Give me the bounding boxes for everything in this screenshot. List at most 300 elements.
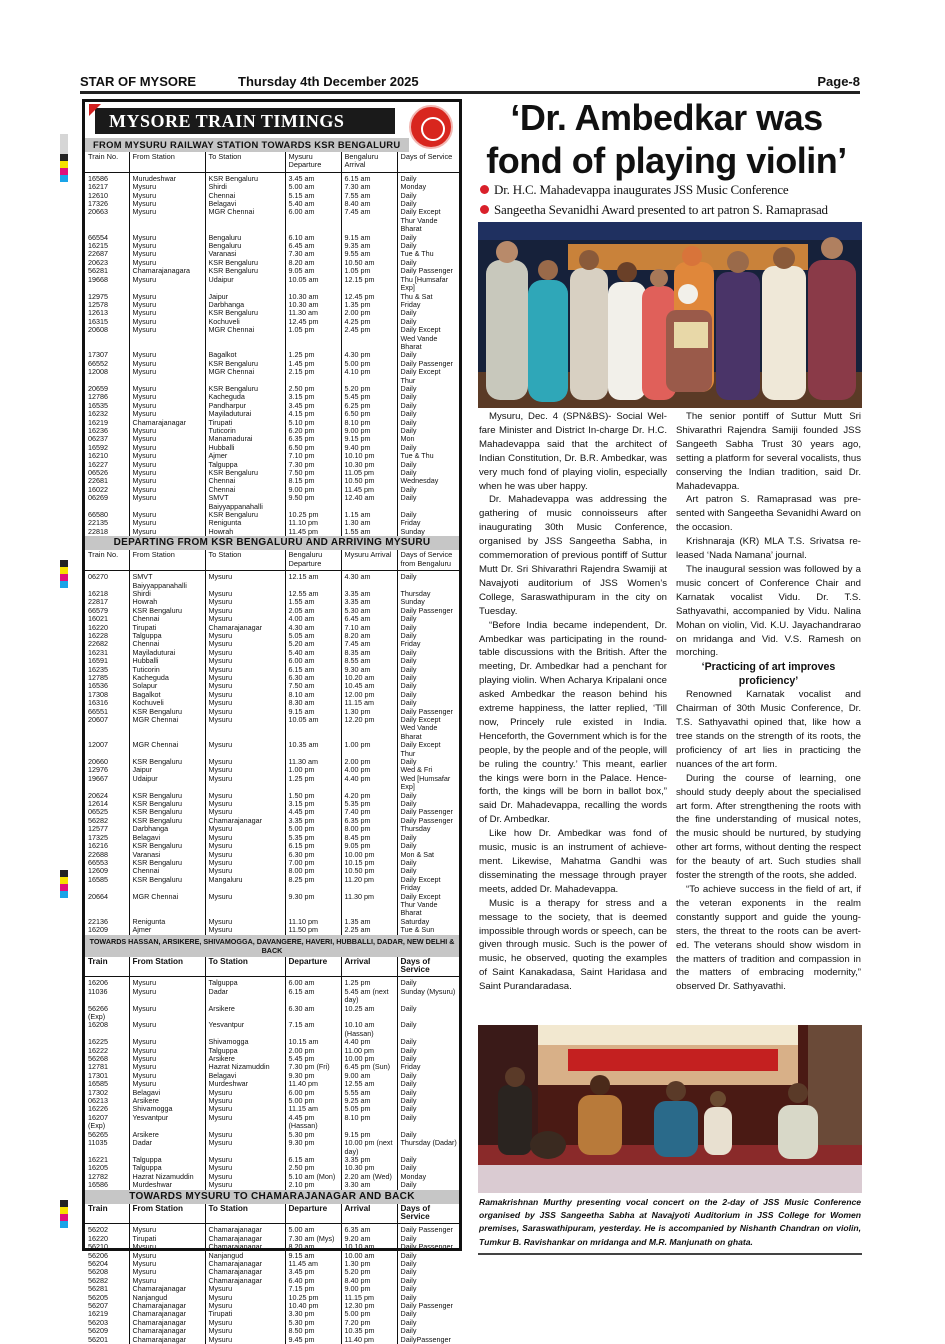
train-number: 20608 xyxy=(88,325,108,335)
days-of-service: Mon & Sat xyxy=(397,851,459,859)
from-station: Mysuru xyxy=(129,192,205,200)
from-station: Ajmer xyxy=(129,926,205,934)
departure-time: 8.10 am xyxy=(285,691,341,699)
days-of-service: Daily xyxy=(397,511,459,519)
departure-time: 3.45 pm xyxy=(285,402,341,410)
to-station: Mysuru xyxy=(205,1285,285,1293)
train-number: 19667 xyxy=(88,773,108,783)
to-station: Mysuru xyxy=(205,741,285,758)
departure-time: 8.25 pm xyxy=(285,876,341,893)
arrival-time: 6.45 am xyxy=(341,615,397,623)
from-station: Jaipur xyxy=(129,766,205,774)
to-station: Mysuru xyxy=(205,851,285,859)
from-station: Mysuru xyxy=(129,1021,205,1038)
days-of-service: Daily xyxy=(397,859,459,867)
train-timings-panel xyxy=(82,99,462,1344)
from-station: Shirdi xyxy=(129,590,205,598)
days-of-service: Daily xyxy=(397,1156,459,1164)
to-station: Varanasi xyxy=(205,250,285,258)
from-station: Mysuru xyxy=(129,1063,205,1071)
header-rule xyxy=(80,91,860,94)
train-number: 06237 xyxy=(88,434,108,444)
arrival-time: 8.10 pm xyxy=(341,1114,397,1131)
train-number: 06526 xyxy=(88,468,108,478)
article-paragraph: During the course of learning, one should study deeply about the specialised art form. After strengthening the roots with the fine understanding of musical notes, the music should be nurtured, by studying other art forms, without denting the respect for the beauty of art. Such studies shall foster the strength of the roots, she added. xyxy=(676,772,861,882)
train-number: 16232 xyxy=(88,409,108,419)
from-station: Mysuru xyxy=(129,486,205,494)
to-station: Bagalkot xyxy=(205,351,285,359)
from-station: Mysuru xyxy=(129,477,205,485)
departure-time: 6.15 pm xyxy=(285,842,341,850)
departure-time: 2.10 pm xyxy=(285,1181,341,1189)
departure-time: 6.00 am xyxy=(285,208,341,233)
arrival-time: 12.45 pm xyxy=(341,293,397,301)
from-station: Mysuru xyxy=(129,1224,205,1235)
section-heading-bengaluru-to-mysuru: DEPARTING FROM KSR BENGALURU AND ARRIVING MYSURU xyxy=(85,536,459,550)
to-station: Mysuru xyxy=(205,808,285,816)
days-of-service: Daily xyxy=(397,444,459,452)
from-station: Chennai xyxy=(129,615,205,623)
departure-time: 6.50 pm xyxy=(285,444,341,452)
from-station: Mysuru xyxy=(129,293,205,301)
to-station: Mysuru xyxy=(205,598,285,606)
arrival-time: 6.50 pm xyxy=(341,410,397,418)
from-station: Mysuru xyxy=(129,494,205,511)
to-station: Mysuru xyxy=(205,1131,285,1139)
article-paragraph: Art patron S. Ramaprasad was presented with Sangeetha Sevanidhi Award on the occasion. xyxy=(676,494,861,534)
from-station: SMVT Baiyyappanahalli xyxy=(129,571,205,590)
departure-time: 3.45 pm xyxy=(285,1268,341,1276)
departure-time: 2.15 pm xyxy=(285,368,341,385)
departure-time: 1.45 pm xyxy=(285,360,341,368)
from-station: Chamarajanagar xyxy=(129,419,205,427)
timetable-mysuru-to-bengaluru xyxy=(85,152,459,536)
to-station: Mangaluru xyxy=(205,876,285,893)
arrival-time: 4.20 pm xyxy=(341,792,397,800)
to-station: Chamarajanagar xyxy=(205,817,285,825)
to-station: Shirdi xyxy=(205,183,285,191)
arrival-time: 1.30 pm xyxy=(341,1260,397,1268)
from-station: Mysuru xyxy=(129,393,205,401)
departure-time: 9.30 pm xyxy=(285,1139,341,1156)
arrival-time: 10.15 pm xyxy=(341,859,397,867)
from-station: Tuticorin xyxy=(129,666,205,674)
arrival-time: 5.00 pm xyxy=(341,1310,397,1318)
days-of-service: Daily xyxy=(397,1097,459,1105)
from-station: Mysuru xyxy=(129,242,205,250)
departure-time: 12.15 am xyxy=(285,571,341,590)
table-row xyxy=(85,528,459,536)
from-station: Mysuru xyxy=(129,519,205,527)
arrival-time: 9.25 am xyxy=(341,1097,397,1105)
article-paragraph: The senior pontiff of Suttur Mutt Sri Shivarathri Rajendra Samiji founded JSS Sangeeth Sabha Trust 30 years ago, setting a platform for several vocalists, thus conserving the Indian tradition, said Dr. Mahadevappa. xyxy=(676,411,861,492)
to-station: Arsikere xyxy=(205,1005,285,1022)
from-station: Chamarajanagar xyxy=(129,1310,205,1318)
panel-title: MYSORE TRAIN TIMINGS xyxy=(95,108,395,134)
days-of-service: Tue & Thu xyxy=(397,250,459,258)
table-row xyxy=(85,876,459,893)
from-station: Mysuru xyxy=(129,1260,205,1268)
days-of-service: Sunday xyxy=(397,528,459,536)
arrival-time: 1.55 am xyxy=(341,528,397,536)
to-station: Mysuru xyxy=(205,792,285,800)
departure-time: 3.15 pm xyxy=(285,393,341,401)
train-number: 16536 xyxy=(88,681,108,691)
arrival-time: 5.35 pm xyxy=(341,800,397,808)
to-station: Mysuru xyxy=(205,1302,285,1310)
departure-time: 6.30 pm xyxy=(285,851,341,859)
to-station: Hubballi xyxy=(205,444,285,452)
to-station: Mysuru xyxy=(205,926,285,934)
from-station: Mysuru xyxy=(129,1252,205,1260)
days-of-service: Daily xyxy=(397,192,459,200)
arrival-time: 8.40 pm xyxy=(341,1277,397,1285)
arrival-time: 3.35 am xyxy=(341,590,397,598)
days-of-service: Daily xyxy=(397,1252,459,1260)
days-of-service: Wed & Fri xyxy=(397,766,459,774)
column-header: From Station xyxy=(129,1204,205,1224)
arrival-time: 1.30 am xyxy=(341,519,397,527)
concert-photo xyxy=(478,1025,862,1193)
article-paragraph: Music is a therapy for stress and a message to the society, that is deemed impossible through words or speech, can be given through music. Such is the power of music, he observed, quoting the examples of Saint Kanakadasa, Saint Haridasa and Saint Purandaradasa. xyxy=(479,897,667,993)
arrival-time: 11.30 pm xyxy=(341,893,397,918)
departure-time: 4.15 pm xyxy=(285,410,341,418)
to-station: Mysuru xyxy=(205,666,285,674)
table-row xyxy=(85,988,459,1005)
to-station: Mysuru xyxy=(205,1156,285,1164)
train-number: 16222 xyxy=(88,1045,108,1055)
arrival-time: 12.20 pm xyxy=(341,716,397,741)
from-station: Nanjangud xyxy=(129,1294,205,1302)
to-station: Mysuru xyxy=(205,1089,285,1097)
to-station: Mysuru xyxy=(205,699,285,707)
arrival-time: 7.45 am xyxy=(341,640,397,648)
arrival-time: 3.30 am xyxy=(341,1181,397,1189)
caption-rule xyxy=(478,1253,862,1255)
arrival-time: 2.25 am xyxy=(341,926,397,934)
train-number: 12785 xyxy=(88,672,108,682)
departure-time: 6.30 am xyxy=(285,1005,341,1022)
days-of-service: Daily xyxy=(397,666,459,674)
departure-time: 2.50 pm xyxy=(285,1164,341,1172)
train-number: 16535 xyxy=(88,400,108,410)
arrival-time: 12.55 am xyxy=(341,1080,397,1088)
from-station: Udaipur xyxy=(129,775,205,792)
train-number: 06213 xyxy=(88,1096,108,1106)
column-header: From Station xyxy=(129,152,205,172)
column-header: Departure xyxy=(285,1204,341,1224)
days-of-service: Daily xyxy=(397,649,459,657)
train-number: 06525 xyxy=(88,807,108,817)
train-number: 16217 xyxy=(88,182,108,192)
article-highlights xyxy=(478,180,868,220)
departure-time: 3.45 am xyxy=(285,172,341,183)
to-station: Mysuru xyxy=(205,640,285,648)
to-station: Talguppa xyxy=(205,1047,285,1055)
departure-time: 10.30 am xyxy=(285,301,341,309)
train-number: 12614 xyxy=(88,799,108,809)
train-number: 16585 xyxy=(88,874,108,884)
table-row xyxy=(85,1005,459,1022)
column-header: Days of Service xyxy=(397,957,459,977)
from-station: Darbhanga xyxy=(129,825,205,833)
train-number: 06269 xyxy=(88,493,108,503)
from-station: Mysuru xyxy=(129,1047,205,1055)
train-number: 56206 xyxy=(88,1250,108,1260)
train-number: 20660 xyxy=(88,757,108,767)
from-station: KSR Bengaluru xyxy=(129,708,205,716)
days-of-service: Daily xyxy=(397,1294,459,1302)
departure-time: 5.10 pm xyxy=(285,419,341,427)
arrival-time: 5.55 am xyxy=(341,1089,397,1097)
departure-time: 11.50 pm xyxy=(285,926,341,934)
days-of-service: Daily Passenger xyxy=(397,817,459,825)
departure-time: 6.15 am xyxy=(285,666,341,674)
from-station: Mysuru xyxy=(129,461,205,469)
train-number: 12976 xyxy=(88,765,108,775)
departure-time: 5.30 pm xyxy=(285,1319,341,1327)
departure-time: 5.10 am (Mon) xyxy=(285,1173,341,1181)
to-station: Chennai xyxy=(205,477,285,485)
arrival-time: 7.40 pm xyxy=(341,808,397,816)
from-station: Chennai xyxy=(129,867,205,875)
section-heading-chamarajanagar-route: TOWARDS MYSURU TO CHAMARAJANAGAR AND BACK xyxy=(85,1190,459,1204)
to-station: SMVT Baiyyappanahalli xyxy=(205,494,285,511)
arrival-time: 5.45 am (next day) xyxy=(341,988,397,1005)
to-station: Mysuru xyxy=(205,682,285,690)
from-station: Mysuru xyxy=(129,351,205,359)
to-station: KSR Bengaluru xyxy=(205,309,285,317)
train-number: 22135 xyxy=(88,518,108,528)
train-number: 16205 xyxy=(88,1163,108,1173)
to-station: KSR Bengaluru xyxy=(205,259,285,267)
departure-time: 5.40 am xyxy=(285,649,341,657)
from-station: Belagavi xyxy=(129,834,205,842)
arrival-time: 4.30 am xyxy=(341,571,397,590)
to-station: Tirupati xyxy=(205,419,285,427)
table-row xyxy=(85,893,459,918)
to-station: Tuticorin xyxy=(205,427,285,435)
from-station: Varanasi xyxy=(129,851,205,859)
column-header: Arrival xyxy=(341,1204,397,1224)
departure-time: 5.00 am xyxy=(285,183,341,191)
days-of-service: Friday xyxy=(397,640,459,648)
column-header: Bengaluru Arrival xyxy=(341,152,397,172)
days-of-service: Daily xyxy=(397,624,459,632)
departure-time: 4.45 pm xyxy=(285,808,341,816)
arrival-time: 1.25 pm xyxy=(341,977,397,988)
to-station: Mysuru xyxy=(205,859,285,867)
departure-time: 1.55 am xyxy=(285,598,341,606)
train-number: 16220 xyxy=(88,1233,108,1243)
arrival-time: 6.25 pm xyxy=(341,402,397,410)
departure-time: 6.10 am xyxy=(285,234,341,242)
days-of-service: Thursday xyxy=(397,825,459,833)
headline-line-1: ‘Dr. Ambedkar was xyxy=(510,97,823,138)
arrival-time: 10.35 pm xyxy=(341,1327,397,1335)
days-of-service: Friday xyxy=(397,1063,459,1071)
departure-time: 6.00 pm xyxy=(285,1089,341,1097)
departure-time: 1.25 pm xyxy=(285,351,341,359)
to-station: Chamarajanagar xyxy=(205,1224,285,1235)
days-of-service: Daily Except Friday xyxy=(397,876,459,893)
arrival-time: 1.00 pm xyxy=(341,741,397,758)
departure-time: 7.00 pm xyxy=(285,859,341,867)
section-heading-mysuru-to-bengaluru: FROM MYSURU RAILWAY STATION TOWARDS KSR BENGALURU xyxy=(85,138,409,152)
days-of-service: Daily xyxy=(397,792,459,800)
arrival-time: 6.15 am xyxy=(341,172,397,183)
arrival-time: 4.25 pm xyxy=(341,318,397,326)
to-station: KSR Bengaluru xyxy=(205,511,285,519)
from-station: Mysuru xyxy=(129,452,205,460)
days-of-service: Saturday xyxy=(397,918,459,926)
column-header: Days of Service xyxy=(397,152,459,172)
from-station: Mysuru xyxy=(129,368,205,385)
days-of-service: Daily xyxy=(397,1072,459,1080)
days-of-service: Daily xyxy=(397,1080,459,1088)
train-number: 12008 xyxy=(88,367,108,377)
train-number: 56282 xyxy=(88,1275,108,1285)
headline-line-2: fond of playing violin’ xyxy=(486,140,847,181)
days-of-service: Daily Except Wed Vande Bharat xyxy=(397,326,459,351)
departure-time: 6.00 am xyxy=(285,657,341,665)
train-number: 16592 xyxy=(88,442,108,452)
arrival-time: 8.55 am xyxy=(341,657,397,665)
article-paragraph: “Before India became independent, Dr. Ambedkar was participating in the round-table discussions with the British. After the meeting, Dr. Ambedkar had a penchant for playing violin. When Acharya Kripalani once asked Ambedkar the reason behind his extreme happiness, the latter replied, ‘Till now, Princely rule existed in India. Henceforth, the Government which is for the people, by the people and of the people, will be ruling the country.’ This meant, earlier the kings were born in the Palace. Henceforth, the kings will be born in ballot box,” said Dr. Mahadevappa, recalling the words of Dr. Ambedkar. xyxy=(479,619,667,826)
to-station: Mysuru xyxy=(205,632,285,640)
from-station: Kochuveli xyxy=(129,699,205,707)
days-of-service: Daily Except Thur Vande Bharat xyxy=(397,208,459,233)
from-station: Mysuru xyxy=(129,1243,205,1251)
to-station: Dadar xyxy=(205,988,285,1005)
to-station: Mysuru xyxy=(205,867,285,875)
table-row xyxy=(85,741,459,758)
panel-header xyxy=(85,102,459,138)
arrival-time: 9.05 pm xyxy=(341,842,397,850)
to-station: Mysuru xyxy=(205,615,285,623)
arrival-time: 5.20 pm xyxy=(341,1268,397,1276)
train-number: 19668 xyxy=(88,274,108,284)
days-of-service: Daily xyxy=(397,309,459,317)
from-station: Mysuru xyxy=(129,259,205,267)
from-station: Mysuru xyxy=(129,977,205,988)
arrival-time: 10.00 am xyxy=(341,1252,397,1260)
days-of-service: Daily xyxy=(397,842,459,850)
to-station: Mysuru xyxy=(205,674,285,682)
days-of-service: Daily xyxy=(397,1285,459,1293)
train-number: 16208 xyxy=(88,1020,108,1030)
train-number: 20664 xyxy=(88,891,108,901)
days-of-service: Daily Except Thur xyxy=(397,741,459,758)
days-of-service: Daily Passenger xyxy=(397,1224,459,1235)
from-station: Talguppa xyxy=(129,632,205,640)
arrival-time: 8.40 am xyxy=(341,200,397,208)
arrival-time: 7.20 pm xyxy=(341,1319,397,1327)
train-number: 22688 xyxy=(88,849,108,859)
days-of-service: Daily xyxy=(397,1105,459,1113)
photo-caption: Ramakrishnan Murthy presenting vocal concert on the 2-day of JSS Music Conference organised by JSS Sangeetha Sabha at Navajyoti Auditorium in JSS College for Women premises, Saraswathipuram, yesterday. He is accompanied by Nishanth Chandran on violin, Tumkur B. Ravishankar on mridanga and M.R. Manjunath on ghata. xyxy=(479,1197,861,1247)
days-of-service: Daily xyxy=(397,632,459,640)
from-station: Mysuru xyxy=(129,360,205,368)
days-of-service: Daily xyxy=(397,1055,459,1063)
departure-time: 5.35 pm xyxy=(285,834,341,842)
days-of-service: Daily xyxy=(397,318,459,326)
timetable-hassan-route xyxy=(85,957,459,1190)
train-number: 16219 xyxy=(88,1309,108,1319)
arrival-time: 12.15 pm xyxy=(341,276,397,293)
departure-time: 6.35 pm xyxy=(285,435,341,443)
to-station: Yesvantpur xyxy=(205,1021,285,1038)
days-of-service: Daily Except Wed Vande Bharat xyxy=(397,716,459,741)
days-of-service: Wed [Humsafar Exp] xyxy=(397,775,459,792)
departure-time: 10.15 am xyxy=(285,1038,341,1046)
days-of-service: Daily xyxy=(397,1164,459,1172)
from-station: Chamarajanagar xyxy=(129,1302,205,1310)
days-of-service: Daily xyxy=(397,1005,459,1022)
column-header: Bengaluru Departure xyxy=(285,550,341,570)
from-station: Tirupati xyxy=(129,1235,205,1243)
days-of-service: Daily xyxy=(397,172,459,183)
departure-time: 7.10 pm xyxy=(285,452,341,460)
arrival-time: 9.55 am xyxy=(341,250,397,258)
to-station: Mysuru xyxy=(205,1319,285,1327)
to-station: Mysuru xyxy=(205,691,285,699)
to-station: Renigunta xyxy=(205,519,285,527)
departure-time: 5.00 am xyxy=(285,1224,341,1235)
from-station: Mysuru xyxy=(129,1277,205,1285)
arrival-time: 5.00 pm xyxy=(341,360,397,368)
from-station: KSR Bengaluru xyxy=(129,792,205,800)
to-station: Mysuru xyxy=(205,842,285,850)
train-number: 56204 xyxy=(88,1258,108,1268)
days-of-service: Wednesday xyxy=(397,477,459,485)
departure-time: 8.20 am xyxy=(285,1243,341,1251)
departure-time: 8.50 pm xyxy=(285,1327,341,1335)
to-station: Mysuru xyxy=(205,1139,285,1156)
days-of-service: Daily Passenger xyxy=(397,1243,459,1251)
article-headline xyxy=(470,96,863,182)
column-header: To Station xyxy=(205,550,285,570)
from-station: KSR Bengaluru xyxy=(129,800,205,808)
train-number: 22817 xyxy=(88,597,108,607)
days-of-service: Daily xyxy=(397,834,459,842)
award-ceremony-photo xyxy=(478,222,862,408)
to-station: Bengaluru xyxy=(205,242,285,250)
departure-time: 9.30 pm xyxy=(285,1072,341,1080)
train-number: 56265 xyxy=(88,1129,108,1139)
from-station: KSR Bengaluru xyxy=(129,808,205,816)
days-of-service: Daily Passenger xyxy=(397,1302,459,1310)
arrival-time: 4.30 pm xyxy=(341,351,397,359)
departure-time: 2.05 am xyxy=(285,607,341,615)
article-column-1 xyxy=(479,410,667,994)
train-number: 22682 xyxy=(88,639,108,649)
departure-time: 4.30 am xyxy=(285,624,341,632)
to-station: Mysuru xyxy=(205,571,285,590)
arrival-time: 9.15 am xyxy=(341,234,397,242)
train-number: 16215 xyxy=(88,241,108,251)
to-station: MGR Chennai xyxy=(205,208,285,233)
to-station: Mysuru xyxy=(205,708,285,716)
to-station: Chamarajanagar xyxy=(205,1235,285,1243)
departure-time: 8.20 am xyxy=(285,259,341,267)
from-station: KSR Bengaluru xyxy=(129,758,205,766)
departure-time: 3.30 pm xyxy=(285,1310,341,1318)
departure-time: 11.45 pm xyxy=(285,528,341,536)
from-station: KSR Bengaluru xyxy=(129,607,205,615)
arrival-time: 8.10 pm xyxy=(341,419,397,427)
to-station: Darbhanga xyxy=(205,301,285,309)
